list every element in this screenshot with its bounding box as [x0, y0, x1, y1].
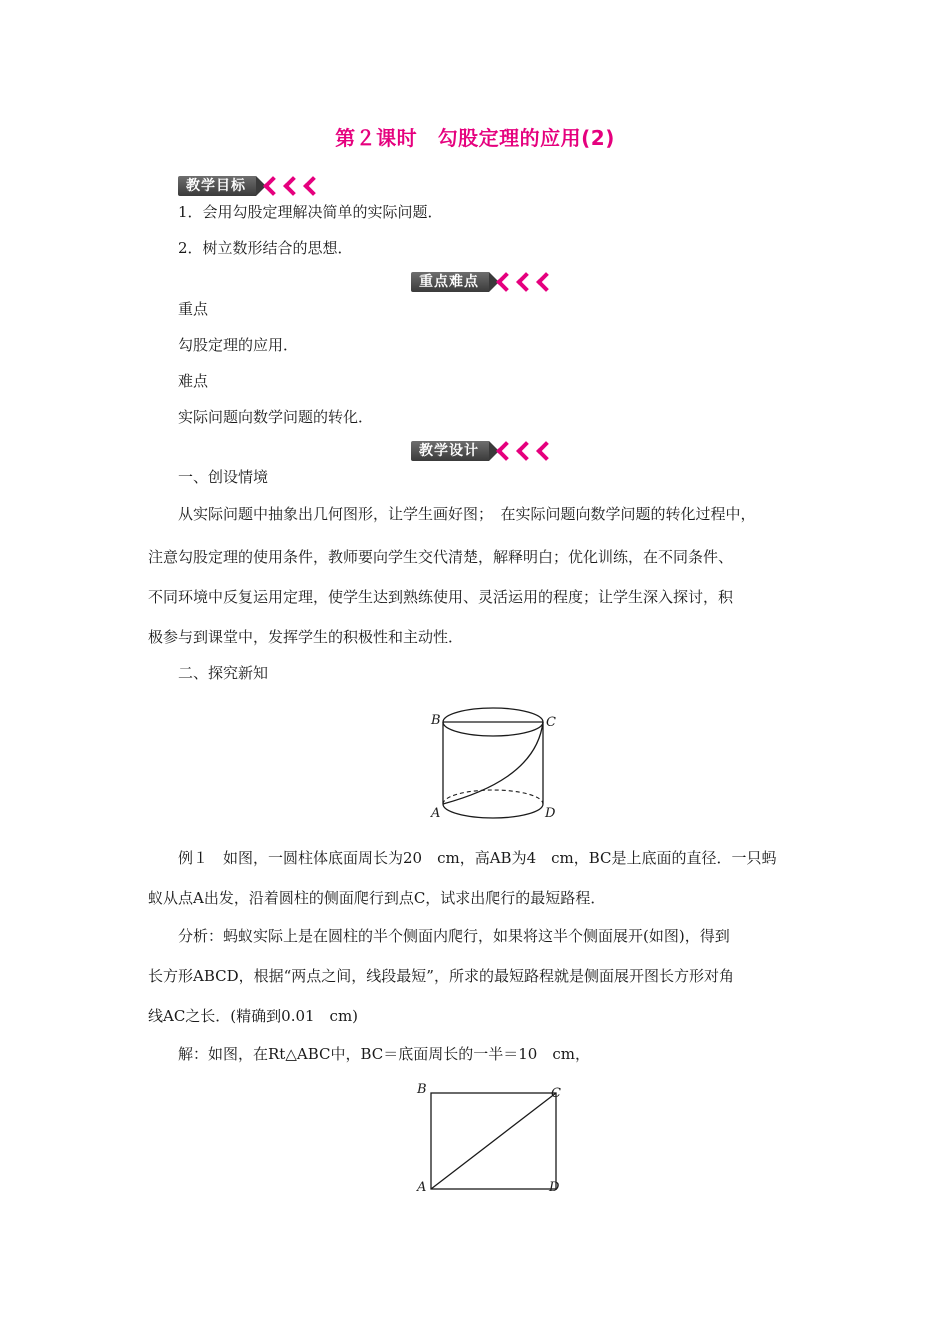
page-title: 第２课时 勾股定理的应用(2): [335, 126, 615, 150]
focus-text: 勾股定理的应用．: [178, 336, 299, 354]
rectangle-label-a: A: [417, 1180, 427, 1195]
rectangle-label-c: C: [551, 1086, 561, 1101]
key-points-banner-label: 重点难点: [411, 272, 489, 292]
rectangle-figure: [410, 1075, 575, 1200]
cylinder-label-a: A: [431, 806, 441, 821]
analysis-line-3: 线AC之长．(精确到0.01 cm): [148, 1007, 359, 1025]
analysis-line-2: 长方形ABCD，根据“两点之间，线段最短”，所求的最短路程就是侧面展开图长方形对角: [148, 967, 734, 985]
focus-label: 重点: [178, 300, 209, 318]
objective-1: 1．会用勾股定理解决简单的实际问题．: [178, 203, 443, 221]
design-banner-label: 教学设计: [411, 441, 489, 461]
section1-heading: 一、创设情境: [178, 468, 269, 486]
section1-line-4: 极参与到课堂中，发挥学生的积极性和主动性．: [148, 628, 464, 646]
ant-path-curve: [443, 722, 543, 804]
cylinder-bottom-back-arc: [443, 790, 543, 804]
objectives-banner-label: 教学目标: [178, 176, 256, 196]
example-line-1: 例１ 如图，一圆柱体底面周长为20 cm，高AB为4 cm，BC是上底面的直径．一只蚂: [178, 849, 777, 867]
solution-line: 解：如图，在Rt△ABC中，BC＝底面周长的一半＝10 cm，: [178, 1045, 590, 1063]
chevron-left-icon: [493, 275, 553, 289]
section2-heading: 二、探究新知: [178, 664, 269, 682]
section1-line-3: 不同环境中反复运用定理，使学生达到熟练使用、灵活运用的程度；让学生深入探讨，积: [148, 588, 734, 606]
objectives-banner: [178, 175, 320, 197]
objective-2: 2．树立数形结合的思想．: [178, 239, 353, 257]
section1-line-1: 从实际问题中抽象出几何图形，让学生画好图； 在实际问题向数学问题的转化过程中，: [178, 505, 756, 523]
diagonal-ac: [431, 1093, 556, 1189]
example-line-2: 蚁从点A出发，沿着圆柱的侧面爬行到点C，试求出爬行的最短路程．: [148, 889, 606, 907]
key-points-banner: [411, 271, 553, 293]
cylinder-label-c: C: [546, 715, 556, 730]
cylinder-label-b: B: [431, 713, 441, 728]
chevron-left-icon: [493, 444, 553, 458]
section1-line-2: 注意勾股定理的使用条件，教师要向学生交代清楚，解释明白；优化训练，在不同条件、: [148, 548, 734, 566]
design-banner: [411, 440, 553, 462]
cylinder-label-d: D: [545, 806, 556, 821]
difficulty-label: 难点: [178, 372, 209, 390]
cylinder-figure: [425, 700, 565, 835]
chevron-left-icon: [260, 179, 320, 193]
difficulty-text: 实际问题向数学问题的转化．: [178, 408, 374, 426]
rectangle-label-d: D: [549, 1180, 560, 1195]
rectangle-label-b: B: [417, 1082, 427, 1097]
cylinder-bottom-front-arc: [443, 804, 543, 818]
analysis-line-1: 分析：蚂蚁实际上是在圆柱的半个侧面内爬行，如果将这半个侧面展开(如图)，得到: [178, 927, 730, 945]
